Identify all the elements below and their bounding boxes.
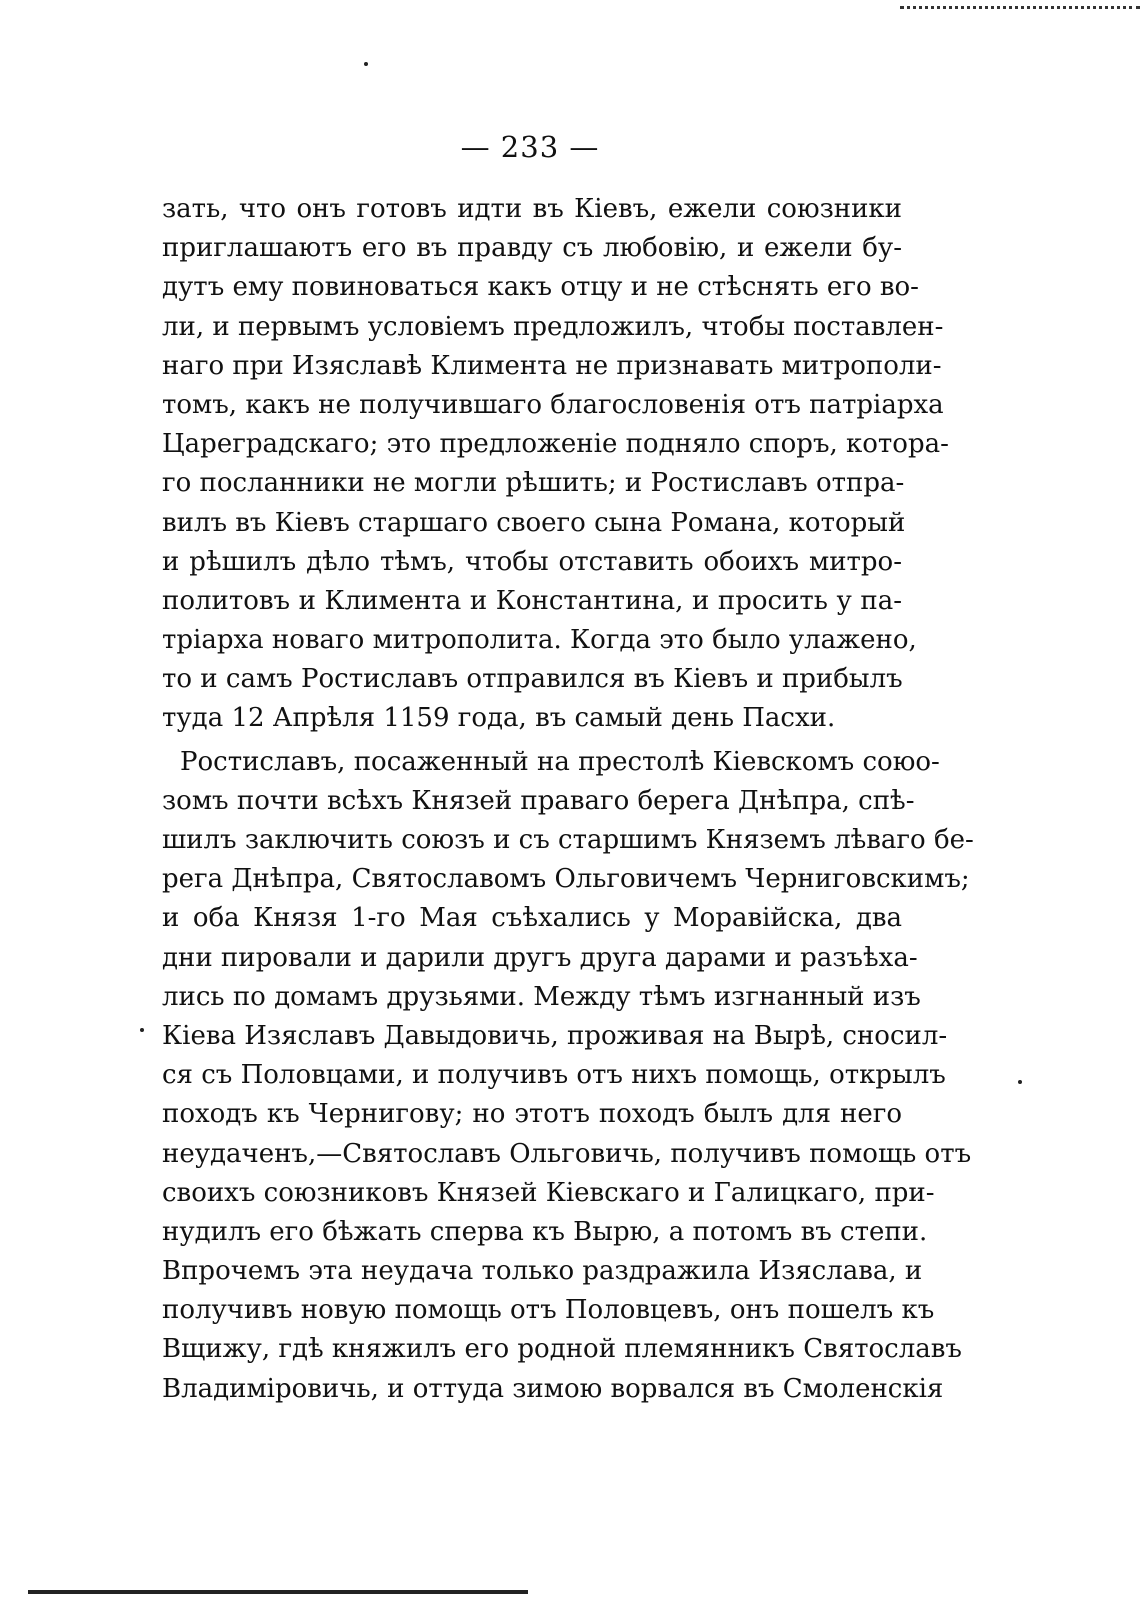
bottom-edge-rule — [28, 1590, 528, 1594]
text-line: Ростиславъ, посаженный на престолѣ Кіевскомъ союо- — [180, 746, 940, 777]
text-line: своихъ союзниковъ Князей Кіевскаго и Галицкаго, при- — [162, 1177, 935, 1208]
ink-speck — [140, 1028, 144, 1032]
text-line: вилъ въ Кіевъ старшаго своего сына Романа, который — [162, 507, 906, 538]
text-line: тріарха новаго митрополита. Когда это было улажено, — [162, 625, 917, 656]
top-edge-rule — [900, 0, 1140, 9]
text-line: Цареградскаго; это предложеніе подняло споръ, котора- — [162, 429, 949, 460]
text-line: ся съ Половцами, и получивъ отъ нихъ помощь, открылъ — [162, 1060, 946, 1091]
text-line: неудаченъ,—Святославъ Ольговичь, получивъ помощь отъ — [162, 1138, 972, 1169]
text-line: рега Днѣпра, Святославомъ Ольговичемъ Черниговскимъ; — [162, 864, 970, 895]
text-line: получивъ новую помощь отъ Половцевъ, онъ пошелъ къ — [162, 1295, 935, 1326]
paragraph-2 — [162, 743, 974, 1409]
text-line: Кіева Изяславъ Давыдовичь, проживая на Вырѣ, сносил- — [162, 1020, 948, 1051]
text-line: политовъ и Климента и Константина, и просить у па- — [162, 585, 902, 616]
text-line: лись по домамъ друзьями. Между тѣмъ изгнанный изъ — [162, 981, 921, 1012]
text-line: нудилъ его бѣжать сперва къ Вырю, а потомъ въ степи. — [162, 1216, 928, 1247]
text-line: туда 12 Апрѣля 1159 года, въ самый день Пасхи. — [162, 703, 836, 734]
text-line: ли, и первымъ условіемъ предложилъ, чтобы поставлен- — [162, 311, 944, 342]
text-line: и рѣшилъ дѣло тѣмъ, чтобы отставить обоихъ митро- — [162, 546, 902, 577]
text-line: Владиміровичь, и оттуда зимою ворвался въ Смоленскія — [162, 1373, 944, 1404]
text-line: зомъ почти всѣхъ Князей праваго берега Днѣпра, спѣ- — [162, 785, 915, 816]
text-line: Вщижу, гдѣ княжилъ его родной племянникъ Святославъ — [162, 1334, 962, 1365]
text-line: зать, что онъ готовъ идти въ Кіевъ, ежели союзники — [162, 194, 902, 224]
text-line: то и самъ Ростиславъ отправился въ Кіевъ и прибылъ — [162, 664, 903, 695]
text-line: Впрочемъ эта неудача только раздражила Изяслава, и — [162, 1256, 923, 1287]
text-line: дни пировали и дарили другъ друга дарами и разъѣха- — [162, 942, 918, 973]
text-line: приглашаютъ его въ правду съ любовію, и ежели бу- — [162, 233, 902, 264]
text-line: шилъ заключить союзъ и съ старшимъ Княземъ лѣваго бе- — [162, 825, 974, 855]
page-number: — 233 — — [460, 130, 600, 164]
ink-speck — [364, 62, 368, 66]
text-line: походъ къ Чернигову; но этотъ походъ былъ для него — [162, 1099, 902, 1130]
text-line: томъ, какъ не получившаго благословенія отъ патріарха — [162, 389, 944, 420]
text-line: дутъ ему повиноваться какъ отцу и не стѣснять его во- — [162, 272, 919, 303]
text-line: и оба Князя 1-го Мая съѣхались у Моравійска, два — [162, 903, 902, 934]
body-text — [162, 190, 974, 1409]
text-line: наго при Изяславѣ Климента не признавать митрополи- — [162, 350, 942, 381]
paragraph-1 — [162, 190, 949, 739]
ink-speck — [1018, 1080, 1022, 1084]
text-line: го посланники не могли рѣшить; и Ростиславъ отпра- — [162, 468, 905, 499]
